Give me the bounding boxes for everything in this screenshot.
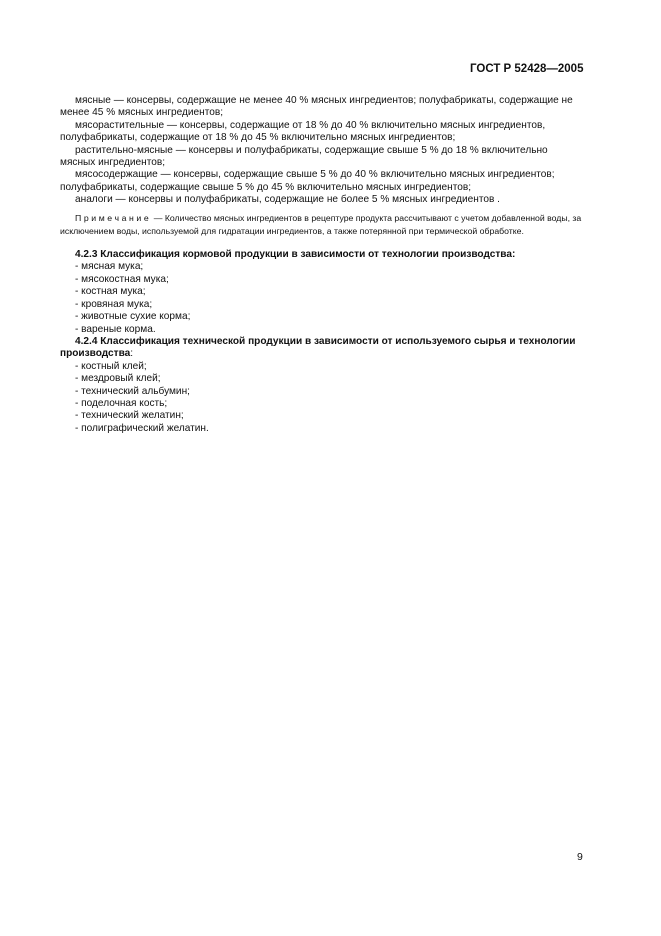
list-item: - технический желатин; (75, 410, 184, 422)
section-4-2-4-heading (60, 336, 582, 361)
page-number: 9 (577, 851, 583, 863)
definition-meat-vegetable: мясорастительные — консервы, содержащие от 18 % до 40 % включительно мясных ингредиентов, полуфабрикаты, содержащие от 18 % до 45 % включительно мясных ингредиентов; (60, 119, 546, 144)
section-4-2-3-heading: 4.2.3 Классификация кормовой продукции в зависимости от технологии производства: (75, 249, 516, 261)
list-item: - костный клей; (75, 360, 147, 372)
section-4-2-4-heading-colon: : (130, 348, 134, 360)
list-item: - костная мука; (75, 286, 146, 298)
page-content (60, 95, 582, 435)
section-4-2-4-heading-text: 4.2.4 Классификация технической продукции в зависимости от используемого сырья и технологии производства (60, 335, 576, 360)
list-item: - мясная мука; (75, 261, 144, 273)
note (60, 212, 582, 238)
note-text: — Количество мясных ингредиентов в рецептуре продукта рассчитывают с учетом добавленной воды, за исключением воды, используемой для гидратации ингредиентов, а также потерянной при термической обработке. (60, 212, 582, 236)
definition-meat-containing: мясосодержащие — консервы, содержащие свыше 5 % до 40 % включительно мясных ингредиентов; полуфабрикаты, содержащие свыше 5 % до 45 % включительно мясных ингредиентов; (60, 169, 555, 193)
list-item: - поделочная кость; (75, 397, 168, 409)
note-label: Примечание (75, 212, 152, 223)
definition-meat: мясные — консервы, содержащие не менее 40 % мясных ингредиентов; полуфабрикаты, содержащие не менее 45 % мясных ингредиентов; (60, 95, 573, 119)
list-item: - мясокостная мука; (75, 273, 169, 285)
definition-analogues: аналоги — консервы и полуфабрикаты, содержащие не более 5 % мясных ингредиентов . (75, 194, 500, 206)
list-item: - технический альбумин; (75, 385, 190, 397)
list-item: - кровяная мука; (75, 298, 153, 310)
list-item: - животные сухие корма; (75, 311, 191, 323)
list-item: - вареные корма. (75, 323, 156, 335)
document-id: ГОСТ Р 52428—2005 (470, 63, 584, 75)
list-item: - мездровый клей; (75, 373, 161, 385)
list-item: - полиграфический желатин. (75, 422, 209, 434)
definition-vegetable-meat: растительно-мясные — консервы и полуфабрикаты, содержащие свыше 5 % до 18 % включительно мясных ингредиентов; (60, 144, 548, 169)
